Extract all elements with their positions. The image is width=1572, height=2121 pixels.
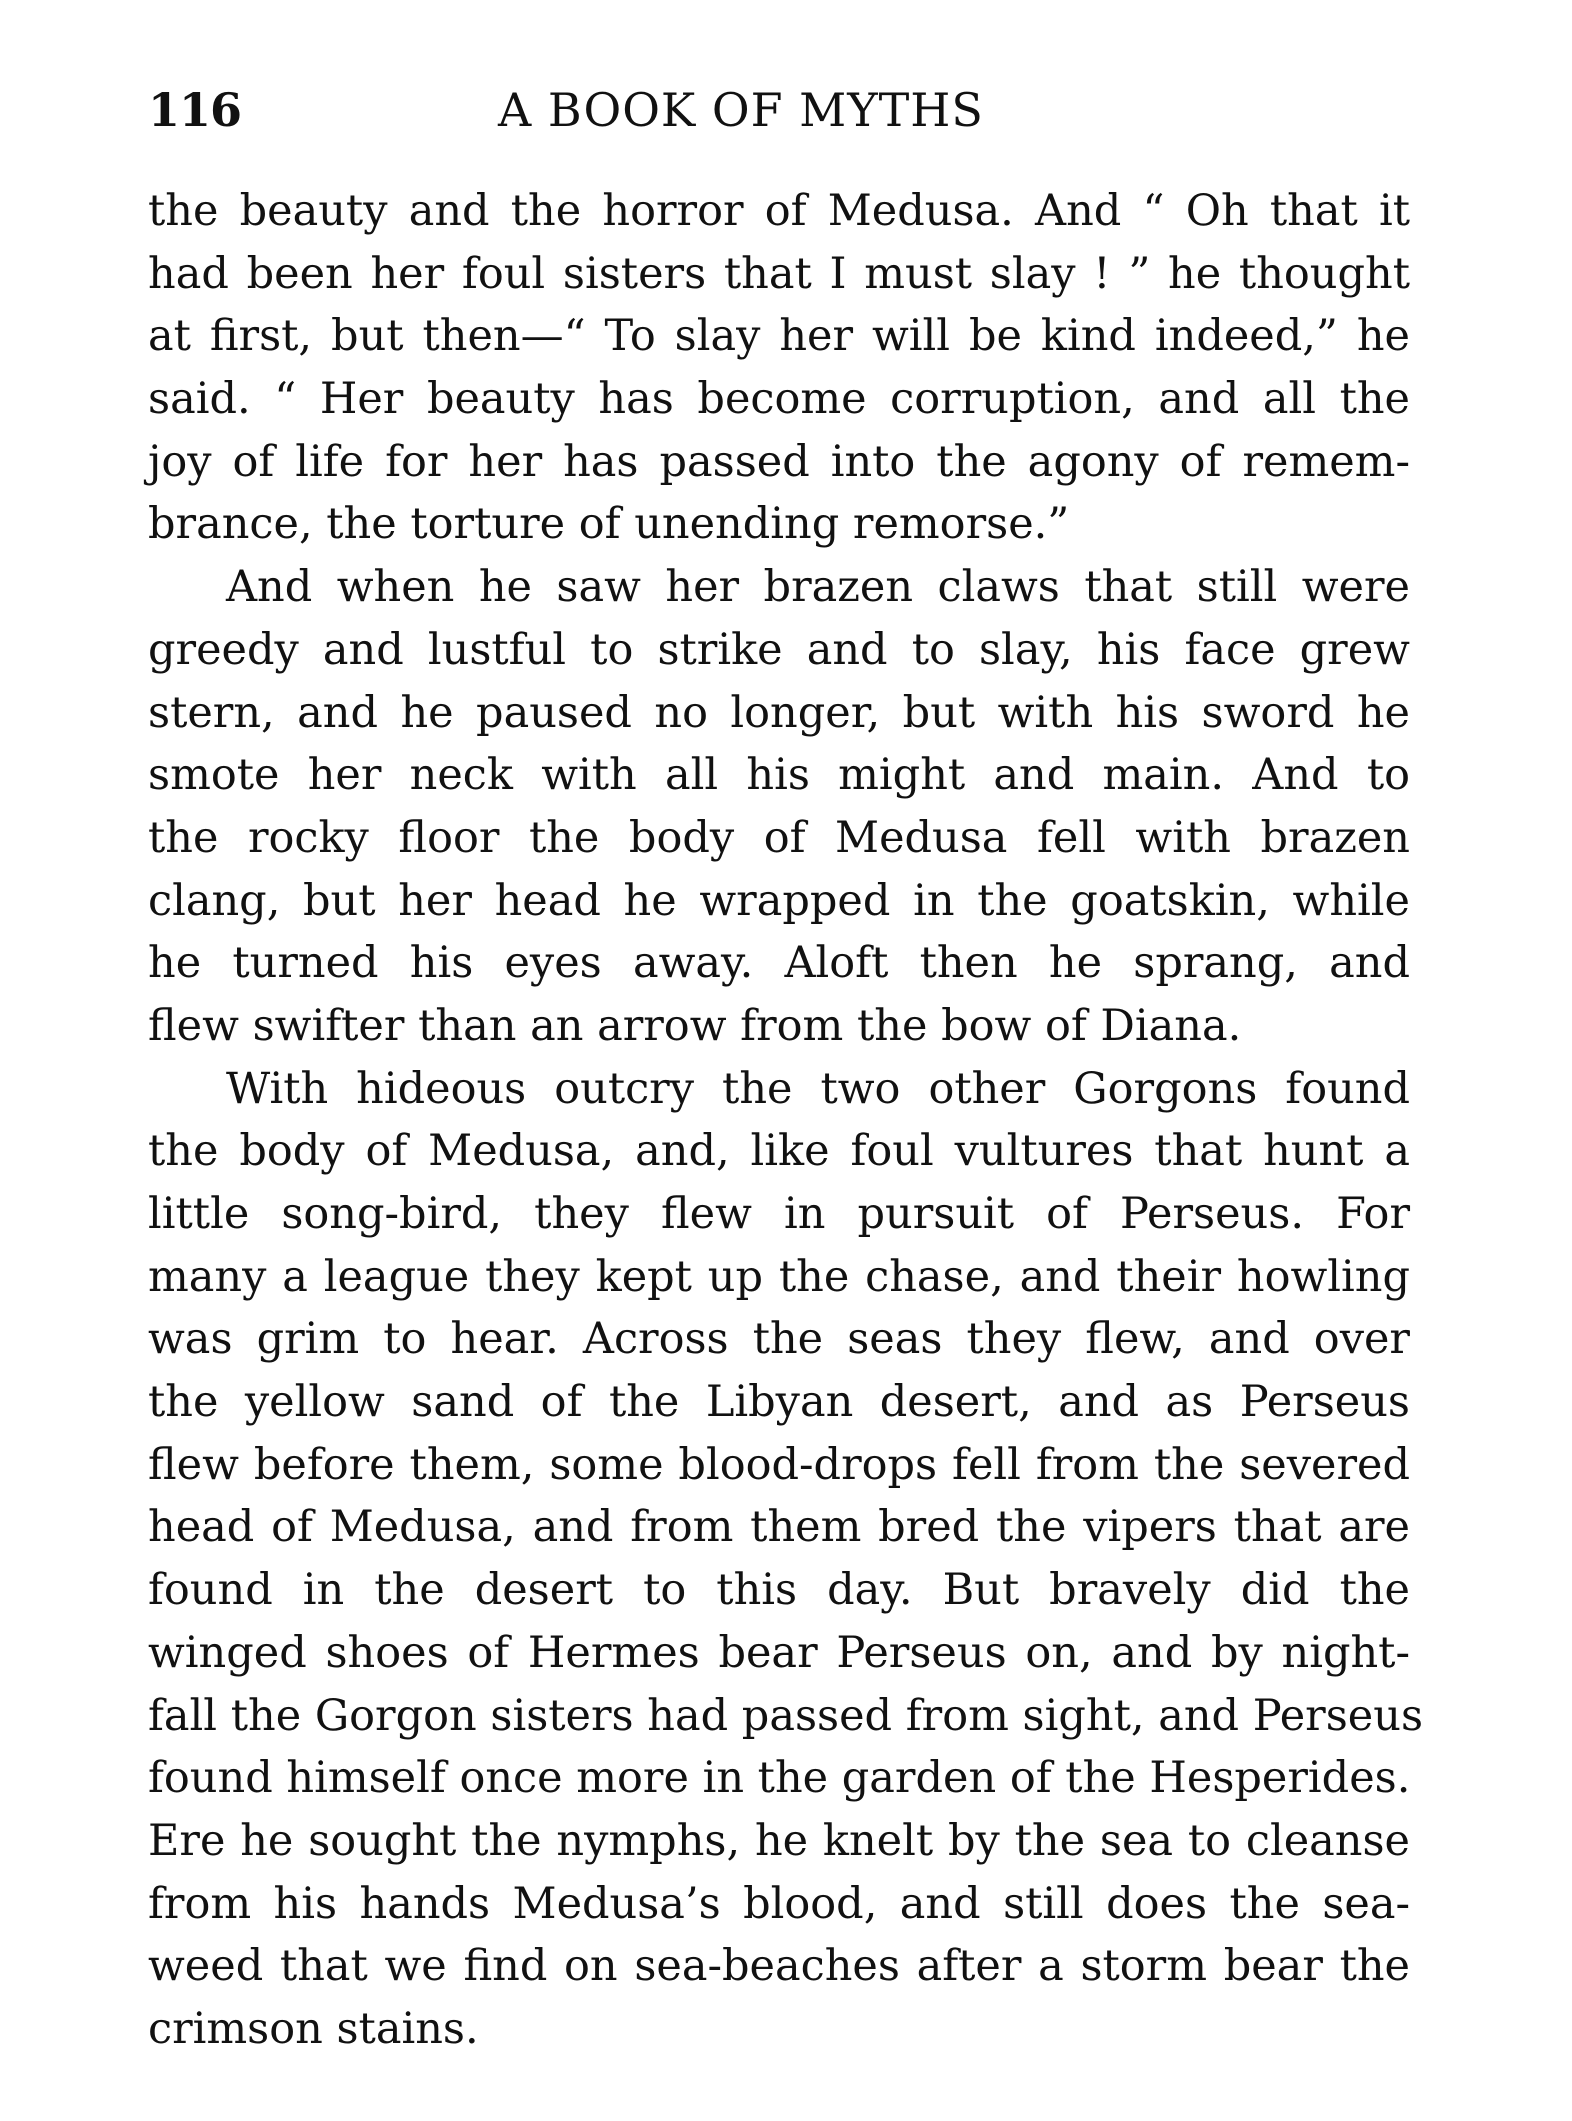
text-line: was grim to hear. Across the seas they flew, and over <box>148 1314 1410 1365</box>
text-line: many a league they kept up the chase, and their howling <box>148 1251 1410 1302</box>
text-line: the beauty and the horror of Medusa. And “ Oh that it <box>148 186 1410 236</box>
text-line: winged shoes of Hermes bear Perseus on, and by night- <box>148 1627 1410 1678</box>
text-line: found himself once more in the garden of the Hesperides. <box>148 1753 1411 1804</box>
text-line: joy of life for her has passed into the agony of remem- <box>148 436 1410 487</box>
text-line: flew swifter than an arrow from the bow of Diana. <box>148 1000 1242 1051</box>
text-line: crimson stains. <box>148 2003 479 2054</box>
text-line: from his hands Medusa’s blood, and still does the sea- <box>148 1878 1410 1929</box>
text-line: he turned his eyes away. Aloft then he sprang, and <box>148 938 1410 989</box>
text-line: Ere he sought the nymphs, he knelt by the sea to cleanse <box>148 1815 1410 1866</box>
text-line: the yellow sand of the Libyan desert, and as Perseus <box>148 1377 1410 1428</box>
page-number: 116 <box>148 83 242 137</box>
text-line: found in the desert to this day. But bravely did the <box>148 1565 1410 1616</box>
text-line: smote her neck with all his might and main. And to <box>148 750 1410 801</box>
body-text <box>148 180 1424 2061</box>
text-line: had been her foul sisters that I must slay ! ” he thought <box>148 248 1410 299</box>
text-line: greedy and lustful to strike and to slay, his face grew <box>148 624 1410 675</box>
text-line: the body of Medusa, and, like foul vultures that hunt a <box>148 1126 1410 1177</box>
book-title: A BOOK OF MYTHS <box>498 83 984 137</box>
text-line: stern, and he paused no longer, but with his sword he <box>148 687 1410 738</box>
text-line: little song-bird, they flew in pursuit of Perseus. For <box>148 1189 1410 1239</box>
text-line: fall the Gorgon sisters had passed from sight, and Perseus <box>148 1690 1424 1741</box>
text-line: weed that we find on sea-beaches after a storm bear the <box>148 1941 1410 1992</box>
text-line: With hideous outcry the two other Gorgons found <box>226 1063 1410 1114</box>
text-line: And when he saw her brazen claws that still were <box>226 562 1410 613</box>
text-line: head of Medusa, and from them bred the vipers that are <box>148 1502 1410 1553</box>
text-line: clang, but her head he wrapped in the goatskin, while <box>148 875 1410 926</box>
running-head <box>148 70 1410 150</box>
text-line: at first, but then—“ To slay her will be kind indeed,” he <box>148 311 1410 362</box>
text-line: flew before them, some blood-drops fell from the severed <box>148 1439 1410 1490</box>
book-page <box>148 70 1424 2061</box>
text-line: brance, the torture of unending remorse.” <box>148 499 1070 550</box>
text-line: the rocky floor the body of Medusa fell with brazen <box>148 812 1410 863</box>
text-line: said. “ Her beauty has become corruption, and all the <box>148 374 1410 425</box>
